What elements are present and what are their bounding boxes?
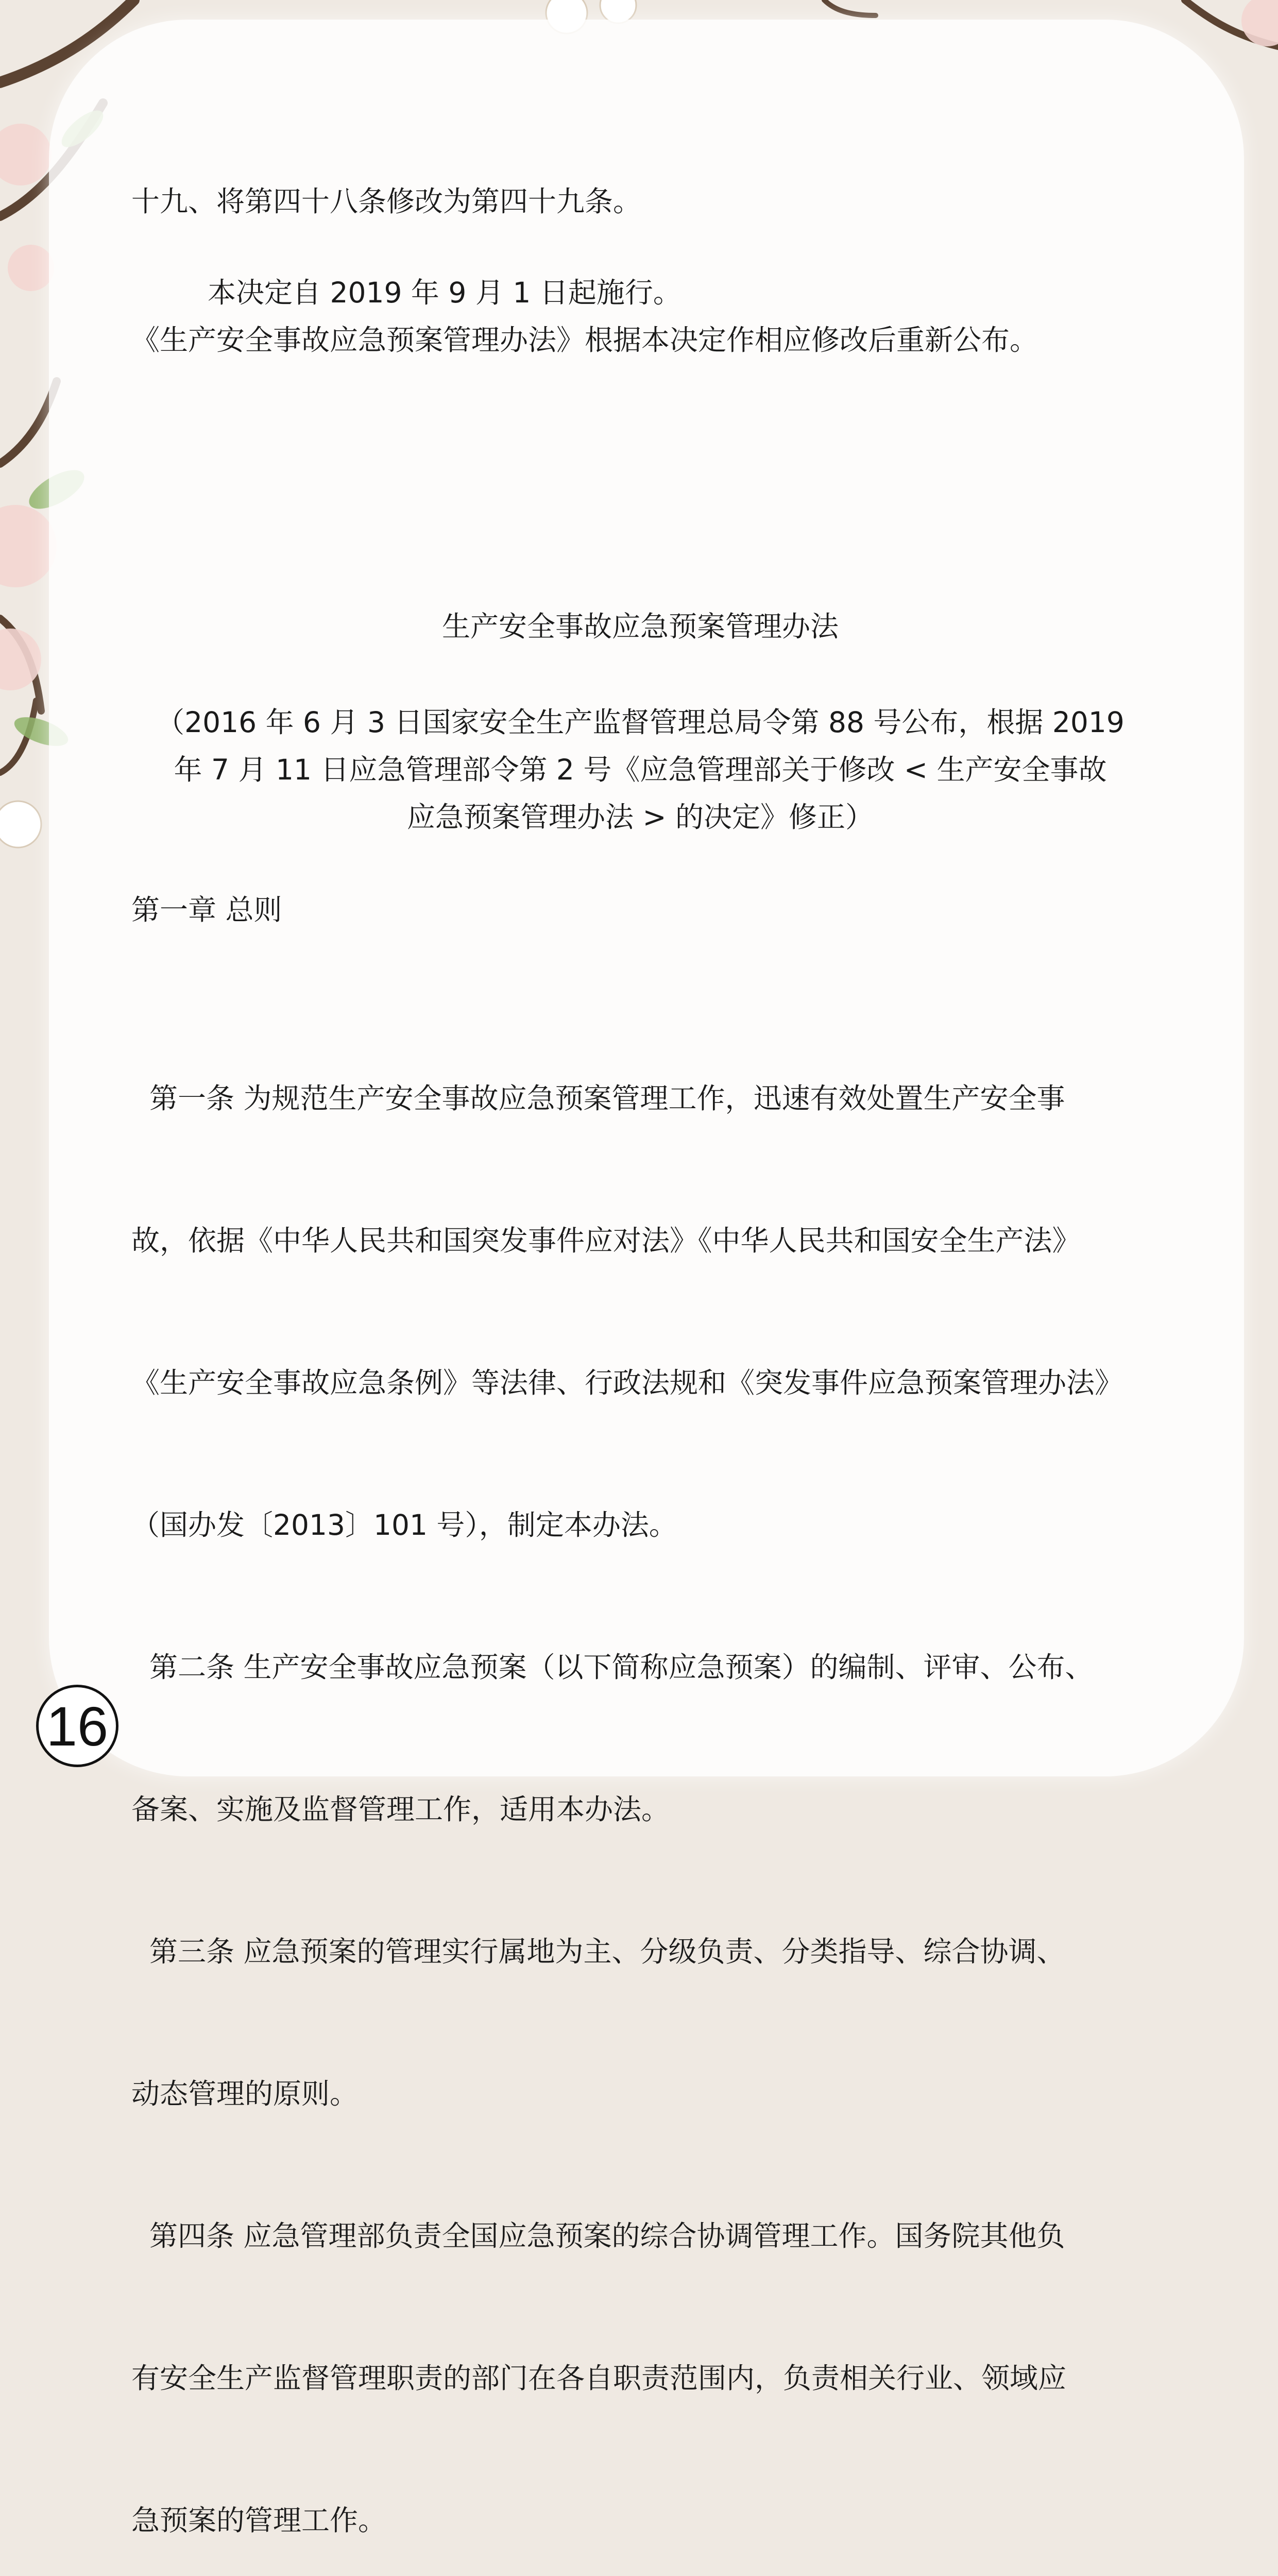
body-line: 《生产安全事故应急条例》等法律、行政法规和《突发事件应急预案管理办法》 [131,1366,1123,1399]
body-line: 第四条 应急管理部负责全国应急预案的综合协调管理工作。国务院其他负 [131,2219,1065,2252]
body-line: 第一条 为规范生产安全事故应急预案管理工作，迅速有效处置生产安全事 [131,1082,1065,1115]
subtitle-line: （2016 年 6 月 3 日国家安全生产监督管理总局令第 88 号公布，根据 2019 [156,706,1124,739]
republish-text: 《生产安全事故应急预案管理办法》根据本决定作相应修改后重新公布。 [131,324,1038,357]
page-number: 16 [46,1694,109,1757]
regulation-body [131,980,1149,2576]
body-line: 急预案的管理工作。 [131,2504,387,2537]
subtitle-line: 年 7 月 11 日应急管理部令第 2 号《应急管理部关于修改 < 生产安全事故 [174,753,1107,786]
body-line: 动态管理的原则。 [131,2077,359,2110]
body-line: 故，依据《中华人民共和国突发事件应对法》《中华人民共和国安全生产法》 [131,1224,1081,1257]
regulation-title: 生产安全事故应急预案管理办法 [441,610,839,643]
page-number-badge [36,1685,118,1767]
amendment-item-19: 十九、将第四十八条修改为第四十九条。 [131,185,642,218]
body-line: 第三条 应急预案的管理实行属地为主、分级负责、分类指导、综合协调、 [131,1935,1065,1968]
amendment-intro [131,178,1149,364]
body-line: 第二条 生产安全事故应急预案（以下简称应急预案）的编制、评审、公布、 [131,1651,1094,1684]
body-line: 有安全生产监督管理职责的部门在各自职责范围内，负责相关行业、领域应 [131,2362,1067,2395]
effective-date-text: 本决定自 2019 年 9 月 1 日起施行。 [208,276,681,309]
regulation-subtitle [131,699,1149,841]
chapter-heading: 第一章 总则 [131,893,282,926]
body-line: （国办发〔2013〕101 号），制定本办法。 [131,1509,677,1541]
body-line: 备案、实施及监督管理工作，适用本办法。 [131,1793,670,1826]
subtitle-line: 应急预案管理办法 > 的决定》修正） [406,801,874,834]
